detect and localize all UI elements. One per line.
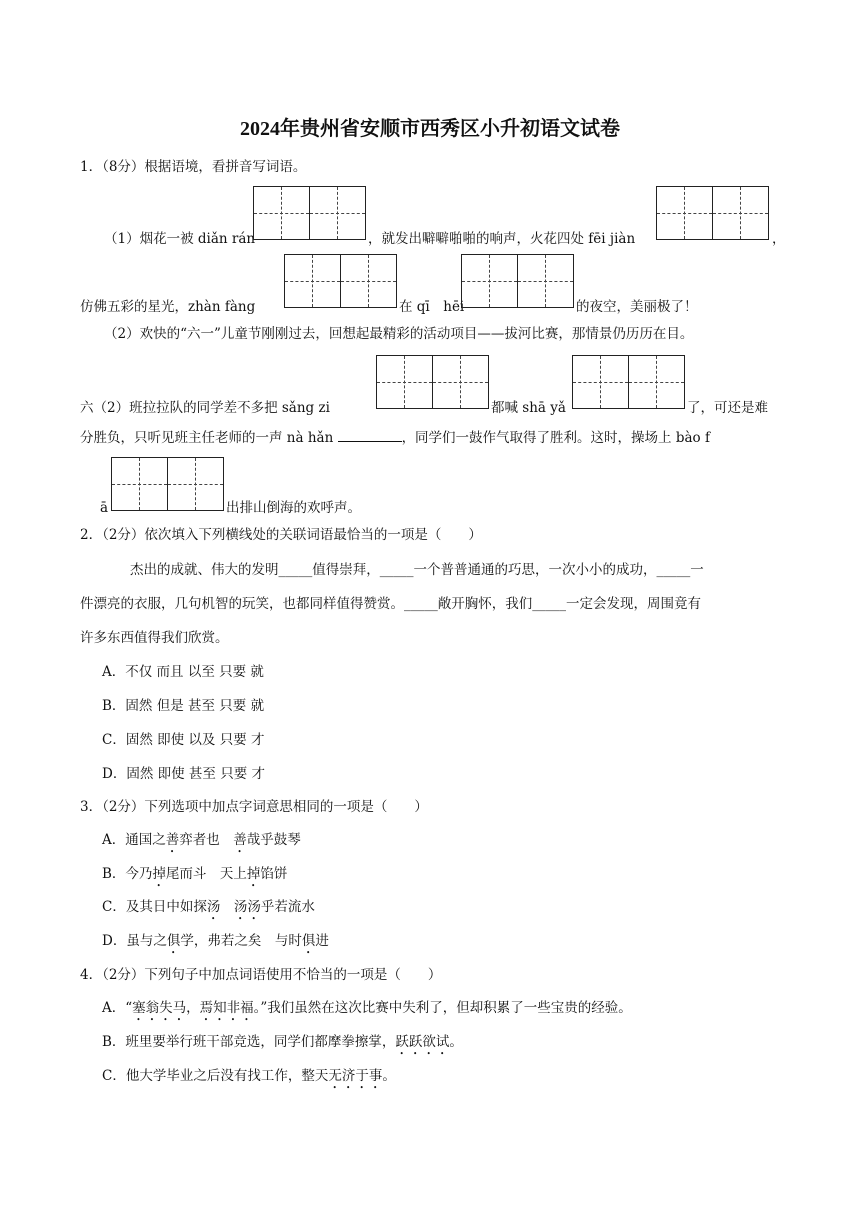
q2-passage-line-2: 件漂亮的衣服，几句机智的玩笑，也都同样值得赞赏。_____敞开胸怀，我们_____一定会发现，周围竟有 [80,596,701,612]
q4-option-c[interactable]: C．他大学毕业之后没有找工作，整天无济于事。 [102,1068,396,1084]
q1-p2-text-b: 六（2）班拉拉队的同学差不多把 sǎng zi [80,400,330,416]
q2-passage-line-3: 许多东西值得我们欣赏。 [80,630,229,646]
q2-option-a[interactable]: A．不仅 而且 以至 只要 就 [102,664,264,680]
q4-option-a[interactable]: A．“塞翁失马，焉知非福。”我们虽然在这次比赛中失利了，但却积累了一些宝贵的经验。 [102,1000,632,1016]
q1-p1-text-d: 仿佛五彩的星光，zhàn fàng [80,299,256,315]
q1-p1-text-e: 在 qī hēi [399,299,465,315]
q1-p2-text-g: ā [100,500,109,516]
q2-option-d[interactable]: D．固然 即使 甚至 只要 才 [102,766,265,782]
answer-grid-qihei[interactable] [461,254,574,308]
q3-option-c[interactable]: C．及其日中如探汤 汤汤乎若流水 [102,899,315,915]
q2-header: 2．（2分）依次填入下列横线处的关联词语最恰当的一项是（ ） [80,527,482,543]
q2-option-b[interactable]: B．固然 但是 甚至 只要 就 [102,698,265,714]
q1-p1-text-b: ，就发出噼噼啪啪的响声，火花四处 fēi jiàn [368,231,636,247]
answer-grid-sangzi[interactable] [376,355,489,409]
q1-p2-text-c: 都喊 shā yǎ [491,400,566,416]
q1-p2-text-h: 出排山倒海的欢呼声。 [226,500,361,516]
q4-option-b[interactable]: B．班里要举行班干部竞选，同学们都摩拳擦掌，跃跃欲试。 [102,1034,463,1050]
q1-p1-text-c: ， [772,231,786,247]
answer-grid-baofa[interactable] [111,457,224,511]
answer-blank-nahan[interactable] [338,427,402,442]
answer-grid-feijian[interactable] [656,186,769,240]
q4-header: 4．（2分）下列句子中加点词语使用不恰当的一项是（ ） [80,967,442,983]
q2-passage-line-1: 杰出的成就、伟大的发明_____值得崇拜，_____一个普普通通的巧思，一次小小的成功，_____一 [130,562,704,578]
q3-option-d[interactable]: D．虽与之俱学，弗若之矣 与时俱进 [102,933,329,949]
q1-p2-text-e: 分胜负，只听见班主任老师的一声 nà hǎn ，同学们一鼓作气取得了胜利。这时，操场上 bào f [80,427,710,447]
answer-grid-dianran[interactable] [253,186,366,240]
q3-header: 3．（2分）下列选项中加点字词意思相同的一项是（ ） [80,799,428,815]
answer-grid-shaya[interactable] [572,355,685,409]
q1-header: 1．（8分）根据语境，看拼音写词语。 [80,159,307,175]
q2-option-c[interactable]: C．固然 即使 以及 只要 才 [102,732,265,748]
q3-option-b[interactable]: B．今乃掉尾而斗 天上掉馅饼 [102,866,288,882]
q1-p2-text-a: （2）欢快的“六一”儿童节刚刚过去，回想起最精彩的活动项目——拔河比赛，那情景仍历历在目。 [104,326,694,342]
q1-p1-text-a: （1）烟花一被 diǎn rán [104,231,256,247]
answer-grid-zhanfang[interactable] [284,254,397,308]
page-title: 2024年贵州省安顺市西秀区小升初语文试卷 [240,118,620,140]
q1-p1-text-f: 的夜空，美丽极了！ [576,299,698,315]
q1-p2-text-d: 了，可还是难 [687,400,768,416]
q3-option-a[interactable]: A．通国之善弈者也 善哉乎鼓琴 [102,832,301,848]
